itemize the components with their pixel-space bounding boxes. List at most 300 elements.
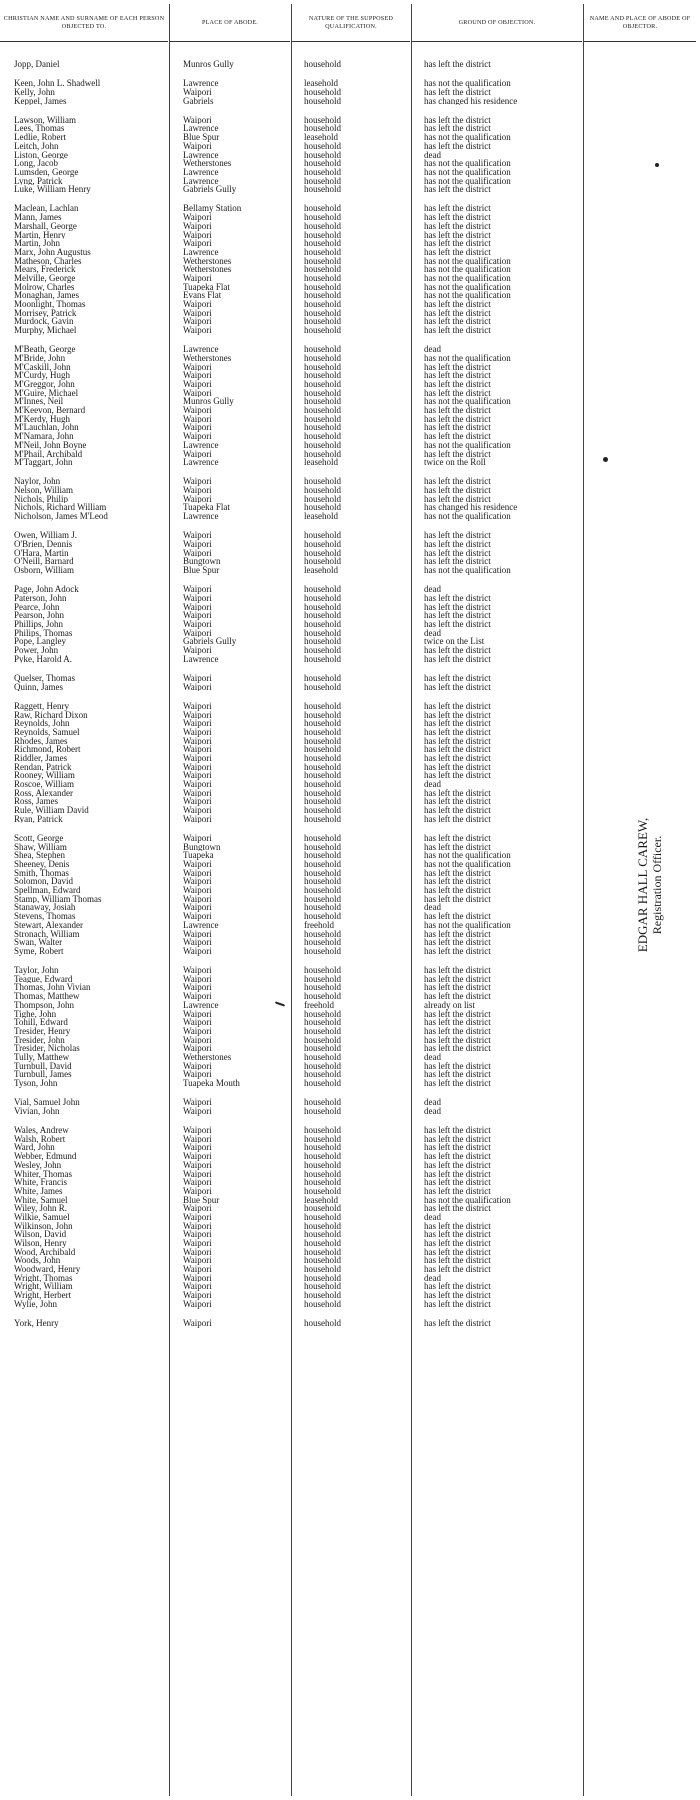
place-of-abode: Lawrence: [183, 920, 219, 930]
person-name: Murphy, Michael: [14, 326, 77, 335]
place-of-abode: Waipori: [183, 230, 212, 240]
table-row: [0, 629, 580, 638]
qualification: household: [304, 1319, 341, 1328]
ground-of-objection: dead: [424, 780, 441, 789]
table-row: [0, 283, 580, 292]
ground-of-objection: has left the district: [424, 833, 491, 843]
qualification: household: [304, 353, 341, 363]
qualification: household: [304, 1079, 341, 1088]
place-of-abode: Waipori: [183, 860, 212, 869]
person-name: M'Bride, John: [14, 353, 66, 363]
person-name: Raggett, Henry: [14, 701, 69, 711]
ground-of-objection: has not the qualification: [424, 291, 511, 301]
place-of-abode: Waipori: [183, 628, 212, 638]
qualification: household: [304, 167, 341, 177]
person-name: Tresider, Nicholas: [14, 1044, 80, 1053]
table-row: [0, 1018, 580, 1027]
table-row: [0, 441, 580, 450]
qualification: household: [304, 762, 341, 772]
letter-group: [0, 531, 580, 574]
qualification: household: [304, 974, 341, 984]
place-of-abode: Gabriels: [183, 96, 214, 106]
table-row: [0, 1062, 580, 1071]
table-row: [0, 719, 580, 728]
person-name: Page, John Adock: [14, 585, 79, 594]
place-of-abode: Waipori: [183, 682, 212, 692]
place-of-abode: Waipori: [183, 1212, 212, 1222]
ground-of-objection: has left the district: [424, 531, 491, 541]
place-of-abode: Waipori: [183, 1265, 212, 1274]
person-name: Maclean, Lachlan: [14, 204, 79, 214]
ground-of-objection: has left the district: [424, 673, 491, 683]
qualification: household: [304, 87, 341, 97]
ground-of-objection: has left the district: [424, 362, 491, 372]
place-of-abode: Waipori: [183, 449, 212, 459]
place-of-abode: Waipori: [183, 788, 212, 798]
person-name: Woodward, Henry: [14, 1265, 81, 1274]
ground-of-objection: has not the qualification: [424, 851, 511, 861]
table-row: [0, 611, 580, 620]
ground-of-objection: has left the district: [424, 1143, 491, 1153]
place-of-abode: Waipori: [183, 868, 212, 878]
person-name: Lawson, William: [14, 115, 76, 125]
table-row: [0, 363, 580, 372]
ground-of-objection: dead: [424, 1052, 441, 1062]
person-name: Sheeney, Denis: [14, 860, 70, 869]
person-name: Stevens, Thomas: [14, 912, 76, 921]
place-of-abode: Waipori: [183, 946, 212, 956]
ground-of-objection: dead: [424, 150, 441, 160]
objection-list: [0, 60, 580, 1338]
qualification: household: [304, 646, 341, 655]
ground-of-objection: has left the district: [424, 753, 491, 763]
ground-of-objection: has left the district: [424, 1035, 491, 1045]
ground-of-objection: has left the district: [424, 1247, 491, 1257]
header-name: CHRISTIAN NAME AND SURNAME OF EACH PERSON OBJECTED TO.: [0, 4, 168, 42]
ground-of-objection: has not the qualification: [424, 273, 511, 283]
qualification: household: [304, 477, 341, 487]
ground-of-objection: has left the district: [424, 806, 491, 815]
ground-of-objection: has not the qualification: [424, 566, 511, 575]
ground-of-objection: has left the district: [424, 371, 491, 381]
qualification: household: [304, 1044, 341, 1053]
person-name: M'Neil, John Boyne: [14, 440, 87, 450]
qualification: household: [304, 842, 341, 852]
place-of-abode: Waipori: [183, 423, 212, 433]
table-row: [0, 1143, 580, 1152]
place-of-abode: Waipori: [183, 239, 212, 248]
ground-of-objection: has left the district: [424, 540, 491, 549]
table-row: [0, 1204, 580, 1213]
place-of-abode: Bellamy Station: [183, 204, 242, 214]
person-name: Thomas, John Vivian: [14, 983, 91, 993]
table-row: [0, 477, 580, 486]
ground-of-objection: has left the district: [424, 221, 491, 231]
ground-of-objection: dead: [424, 628, 441, 638]
table-row: [0, 1135, 580, 1144]
qualification: household: [304, 788, 341, 798]
qualification: household: [304, 637, 341, 647]
table-row: [0, 903, 580, 912]
table-row: [0, 566, 580, 575]
ground-of-objection: has left the district: [424, 300, 491, 309]
place-of-abode: Waipori: [183, 736, 212, 746]
ground-of-objection: has left the district: [424, 1160, 491, 1170]
place-of-abode: Wetherstones: [183, 353, 232, 363]
table-row: [0, 1178, 580, 1187]
qualification: leasehold: [304, 1195, 338, 1205]
qualification: household: [304, 628, 341, 638]
place-of-abode: Lawrence: [183, 247, 219, 257]
qualification: household: [304, 983, 341, 993]
person-name: Jopp, Daniel: [14, 60, 60, 69]
person-name: Philips, Thomas: [14, 628, 73, 638]
place-of-abode: Lawrence: [183, 440, 219, 450]
header-nature: NATURE OF THE SUPPOSED QUALIFICATION.: [292, 4, 410, 42]
qualification: household: [304, 1035, 341, 1045]
ground-of-objection: has left the district: [424, 548, 491, 558]
place-of-abode: Blue Spur: [183, 1195, 220, 1205]
table-row: [0, 1319, 580, 1328]
ground-of-objection: has left the district: [424, 719, 491, 728]
table-row: [0, 503, 580, 512]
table-row: [0, 371, 580, 380]
place-of-abode: Waipori: [183, 1106, 212, 1116]
person-name: M'Namara, John: [14, 432, 74, 441]
ground-of-objection: has left the district: [424, 1079, 491, 1088]
table-row: [0, 834, 580, 843]
person-name: Teague, Edward: [14, 974, 73, 984]
ground-of-objection: has left the district: [424, 1291, 491, 1300]
table-row: [0, 557, 580, 566]
person-name: Lyng, Patrick: [14, 176, 63, 186]
person-name: Reynolds, Samuel: [14, 727, 80, 737]
ground-of-objection: has not the qualification: [424, 860, 511, 869]
table-row: [0, 1291, 580, 1300]
qualification: household: [304, 230, 341, 240]
qualification: household: [304, 1186, 341, 1196]
qualification: household: [304, 440, 341, 450]
qualification: household: [304, 745, 341, 754]
table-row: [0, 1044, 580, 1053]
qualification: household: [304, 719, 341, 728]
letter-group: [0, 60, 580, 69]
ground-of-objection: has left the district: [424, 788, 491, 798]
place-of-abode: Munros Gully: [183, 60, 234, 69]
person-name: Shaw, William: [14, 842, 67, 852]
ground-of-objection: dead: [424, 1106, 441, 1116]
ground-of-objection: has left the district: [424, 1009, 491, 1019]
place-of-abode: Waipori: [183, 1291, 212, 1300]
table-row: [0, 300, 580, 309]
ground-of-objection: has left the district: [424, 1239, 491, 1248]
qualification: household: [304, 1282, 341, 1292]
table-row: [0, 177, 580, 186]
place-of-abode: Waipori: [183, 1282, 212, 1292]
ground-of-objection: has not the qualification: [424, 265, 511, 274]
table-row: [0, 895, 580, 904]
person-name: Taylor, John: [14, 966, 59, 975]
qualification: household: [304, 256, 341, 266]
table-row: [0, 921, 580, 930]
table-row: [0, 745, 580, 754]
place-of-abode: Waipori: [183, 1026, 212, 1036]
place-of-abode: Waipori: [183, 326, 212, 335]
place-of-abode: Waipori: [183, 1098, 212, 1107]
place-of-abode: Waipori: [183, 141, 212, 151]
person-name: Tully, Matthew: [14, 1052, 70, 1062]
person-name: M'Taggart, John: [14, 458, 73, 467]
ground-of-objection: has left the district: [424, 326, 491, 335]
place-of-abode: Waipori: [183, 762, 212, 772]
table-row: [0, 1256, 580, 1265]
table-row: [0, 345, 580, 354]
table-row: [0, 88, 580, 97]
place-of-abode: Waipori: [183, 1061, 212, 1071]
qualification: household: [304, 1098, 341, 1107]
ground-of-objection: has left the district: [424, 204, 491, 214]
person-name: M'Kerdy, Hugh: [14, 414, 71, 424]
place-of-abode: Waipori: [183, 1186, 212, 1196]
ink-speck: [655, 163, 659, 167]
ground-of-objection: has not the qualification: [424, 512, 511, 521]
ground-of-objection: has left the district: [424, 1061, 491, 1071]
ground-of-objection: has left the district: [424, 710, 491, 720]
qualification: household: [304, 860, 341, 869]
qualification: household: [304, 1169, 341, 1179]
table-row: [0, 780, 580, 789]
place-of-abode: Waipori: [183, 308, 212, 318]
table-row: [0, 1300, 580, 1309]
table-row: [0, 1161, 580, 1170]
person-name: Monaghan, James: [14, 291, 79, 301]
qualification: household: [304, 265, 341, 274]
ground-of-objection: has left the district: [424, 736, 491, 746]
person-name: Wilkinson, John: [14, 1221, 73, 1231]
person-name: Stanaway, Josiah: [14, 903, 76, 913]
ground-of-objection: has left the district: [424, 308, 491, 318]
person-name: Ross, Alexander: [14, 788, 73, 798]
qualification: household: [304, 946, 341, 956]
table-row: [0, 966, 580, 975]
table-row: [0, 975, 580, 984]
place-of-abode: Waipori: [183, 974, 212, 984]
person-name: M'Innes, Neil: [14, 397, 64, 407]
person-name: Osborn, William: [14, 566, 74, 575]
person-name: Pyke, Harold A.: [14, 654, 72, 664]
table-row: [0, 185, 580, 194]
place-of-abode: Waipori: [183, 1018, 212, 1027]
person-name: Tighe, John: [14, 1009, 57, 1019]
table-row: [0, 531, 580, 540]
letter-group: [0, 477, 580, 520]
person-name: Long, Jacob: [14, 159, 58, 168]
table-row: [0, 389, 580, 398]
person-name: Turnbull, David: [14, 1061, 72, 1071]
ground-of-objection: has not the qualification: [424, 79, 511, 88]
ground-of-objection: has left the district: [424, 380, 491, 389]
person-name: York, Henry: [14, 1319, 59, 1328]
person-name: Martin, Henry: [14, 230, 66, 240]
place-of-abode: Tuapeka Mouth: [183, 1079, 240, 1088]
person-name: Luke, William Henry: [14, 185, 91, 194]
qualification: household: [304, 877, 341, 887]
place-of-abode: Waipori: [183, 1143, 212, 1153]
letter-group: [0, 345, 580, 467]
qualification: household: [304, 159, 341, 168]
qualification: household: [304, 1018, 341, 1027]
table-row: [0, 886, 580, 895]
table-row: [0, 930, 580, 939]
ground-of-objection: has left the district: [424, 894, 491, 904]
qualification: household: [304, 273, 341, 283]
person-name: Woods, John: [14, 1256, 61, 1266]
place-of-abode: Waipori: [183, 929, 212, 939]
person-name: Roscoe, William: [14, 780, 74, 789]
qualification: freehold: [304, 920, 334, 930]
person-name: Wood, Archibald: [14, 1247, 76, 1257]
ground-of-objection: has left the district: [424, 185, 491, 194]
place-of-abode: Waipori: [183, 602, 212, 612]
table-row: [0, 124, 580, 133]
qualification: leasehold: [304, 133, 338, 142]
qualification: household: [304, 894, 341, 904]
table-row: [0, 486, 580, 495]
ground-of-objection: has left the district: [424, 115, 491, 125]
table-row: [0, 1248, 580, 1257]
place-of-abode: Lawrence: [183, 176, 219, 186]
qualification: household: [304, 141, 341, 151]
qualification: household: [304, 992, 341, 1001]
ground-of-objection: already on list: [424, 1000, 475, 1010]
qualification: household: [304, 213, 341, 222]
ground-of-objection: twice on the Roll: [424, 458, 486, 467]
table-row: [0, 406, 580, 415]
place-of-abode: Lawrence: [183, 345, 219, 354]
table-row: [0, 938, 580, 947]
table-row: [0, 1027, 580, 1036]
table-row: [0, 495, 580, 504]
qualification: household: [304, 239, 341, 248]
person-name: White, James: [14, 1186, 63, 1196]
ground-of-objection: has left the district: [424, 1018, 491, 1027]
place-of-abode: Waipori: [183, 371, 212, 381]
qualification: household: [304, 966, 341, 975]
table-row: [0, 912, 580, 921]
table-row: [0, 317, 580, 326]
letter-group: [0, 79, 580, 105]
place-of-abode: Waipori: [183, 317, 212, 327]
place-of-abode: Waipori: [183, 877, 212, 887]
qualification: household: [304, 432, 341, 441]
ground-of-objection: has left the district: [424, 87, 491, 97]
place-of-abode: Waipori: [183, 814, 212, 824]
place-of-abode: Waipori: [183, 806, 212, 815]
ink-speck: [603, 457, 608, 462]
ground-of-objection: has left the district: [424, 682, 491, 692]
person-name: Richmond, Robert: [14, 745, 81, 754]
qualification: freehold: [304, 1000, 334, 1010]
ground-of-objection: has left the district: [424, 1221, 491, 1231]
ground-of-objection: has left the district: [424, 646, 491, 655]
place-of-abode: Gabriels Gully: [183, 637, 237, 647]
place-of-abode: Waipori: [183, 1230, 212, 1240]
person-name: Wilson, David: [14, 1230, 67, 1240]
ground-of-objection: has left the district: [424, 1026, 491, 1036]
qualification: household: [304, 221, 341, 231]
person-name: Ward, John: [14, 1143, 55, 1153]
person-name: Molrow, Charles: [14, 282, 75, 292]
person-name: Matheson, Charles: [14, 256, 82, 266]
qualification: household: [304, 814, 341, 824]
qualification: household: [304, 682, 341, 692]
ground-of-objection: has left the district: [424, 797, 491, 807]
table-row: [0, 458, 580, 467]
place-of-abode: Lawrence: [183, 1000, 219, 1010]
ground-of-objection: has not the qualification: [424, 133, 511, 142]
ground-of-objection: has left the district: [424, 814, 491, 824]
person-name: Vivian, John: [14, 1106, 60, 1116]
person-name: M'Beath, George: [14, 345, 76, 354]
table-row: [0, 222, 580, 231]
person-name: Lumsden, George: [14, 167, 79, 177]
letter-group: [0, 702, 580, 824]
qualification: household: [304, 620, 341, 629]
person-name: Wright, Thomas: [14, 1273, 73, 1283]
person-name: Raw, Richard Dixon: [14, 710, 88, 720]
signature-title: Registration Officer.: [650, 835, 664, 935]
place-of-abode: Waipori: [183, 1256, 212, 1266]
ground-of-objection: has left the district: [424, 1070, 491, 1080]
person-name: Lees, Thomas: [14, 124, 65, 134]
table-row: [0, 646, 580, 655]
place-of-abode: Waipori: [183, 673, 212, 683]
ground-of-objection: has left the district: [424, 239, 491, 248]
letter-group: [0, 834, 580, 956]
place-of-abode: Waipori: [183, 87, 212, 97]
table-row: [0, 585, 580, 594]
qualification: household: [304, 797, 341, 807]
qualification: household: [304, 912, 341, 921]
ground-of-objection: has left the district: [424, 1204, 491, 1213]
person-name: Ryan, Patrick: [14, 814, 63, 824]
place-of-abode: Waipori: [183, 620, 212, 629]
table-row: [0, 159, 580, 168]
table-row: [0, 728, 580, 737]
qualification: household: [304, 1212, 341, 1222]
person-name: Keen, John L. Shadwell: [14, 79, 101, 88]
place-of-abode: Waipori: [183, 1204, 212, 1213]
ground-of-objection: has left the district: [424, 432, 491, 441]
ground-of-objection: has left the district: [424, 423, 491, 433]
person-name: M'Greggor, John: [14, 380, 75, 389]
person-name: Wiley, John R.: [14, 1204, 68, 1213]
ground-of-objection: has left the district: [424, 983, 491, 993]
qualification: household: [304, 602, 341, 612]
ground-of-objection: has left the district: [424, 1186, 491, 1196]
qualification: household: [304, 557, 341, 567]
place-of-abode: Waipori: [183, 710, 212, 720]
ground-of-objection: has left the district: [424, 620, 491, 629]
person-name: Liston, George: [14, 150, 68, 160]
qualification: household: [304, 654, 341, 664]
person-name: Wales, Andrew: [14, 1126, 69, 1135]
place-of-abode: Waipori: [183, 213, 212, 222]
place-of-abode: Waipori: [183, 894, 212, 904]
table-row: [0, 1010, 580, 1019]
place-of-abode: Waipori: [183, 745, 212, 754]
table-row: [0, 1222, 580, 1231]
